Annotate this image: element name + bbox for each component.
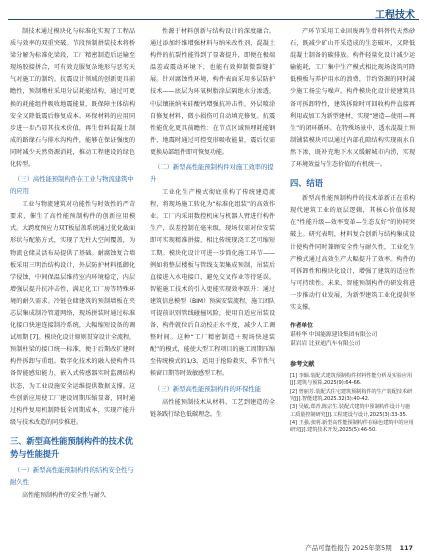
paragraph: 高性能预制构件的安全性与耐久: [22, 491, 106, 499]
text-column-2: [150, 26, 275, 421]
references-list: [290, 373, 415, 434]
header-rule: [8, 19, 419, 20]
reference-item: [2] 曾丽芳.装配式住宅建筑预制构件的生产装配技术研究[J].智能建筑,2025.32(3):40-42.: [290, 388, 413, 403]
reference-item: [1] 李颖.装配式建筑预制构件材料性能分析及实验应用[J].建筑与预算,2025(9):64-66.: [290, 373, 413, 387]
author-info: [290, 322, 415, 349]
paragraph: 产环节采用工业固废再生骨料替代天然砂石，既减少矿山开采造成的生态破坏，又降低混凝土制备的碳排放。构件轻量化设计减少运输能耗，工厂集中生产模式相比现场浇筑可降低模板与养护用水的浪费，节约资源的同时减少施工扬尘与噪声。构件模块化设计使建筑具备可拆卸特性，建筑拆除时可回收构件直接再利用或加工为新型建材，实现“建造—使用—再生”的闭环循环。在特殊场景中，透水混凝土预制铺装模块可以通过内部孔隙结构实现雨水自然下渗，既补充地下水又缓解城市内涝，实现了环境效益与生态价值的有机统一。: [290, 28, 415, 169]
page-number: 117: [399, 544, 413, 552]
paragraph: 制技术通过模块化与标准化实现了工程品质与效率的双重突破。节段预制拼装技术将桥梁分解为标准化梁段，工厂精密制造后运输至现场胶接拼合，可有效克服复杂地形与恶劣天气对施工的制约。抗震设计领域的创新更具前瞻性，预制墩柱采用分层耗能结构，通过可更换的耗能组件吸收地震能量，既保障主体结构安全又降低震后修复成本。环保材料的应用同步进一步凸显其技术价值，再生骨料混凝土制成的路缘石与排水沟构件，能够在保证强度的同时减少天然资源消耗，推动工程建设的绿色化转型。: [10, 28, 135, 169]
subsection-heading: （三）高性能预制构件在工业与物流建筑中的应用: [10, 175, 134, 196]
reference-item: [3] 吴敏,郑青,陈宗生.装配式建筑中预制构件设计与施工质量控制研究[J].工程建设与设计,2025(3):33-35.: [290, 404, 411, 418]
author-entry: 谌桂华 中国能源建设集团有限公司: [290, 332, 378, 339]
subsection-heading: （三）新型高性能预制构件的环保性能: [154, 384, 261, 393]
references-heading: 参考文献: [290, 361, 315, 369]
paragraph: 工业化生产模式彻底重构了传统建造流程，将现场施工转化为“标准化组装”的高效作业。工厂内采用数控机床与机器人臂进行构件生产，误差控制在毫米级，现场仅需对位安装即可实现精准拼接，相比传统现浇工艺可缩短工期。模块化设计可进一步简化施工环节——例如将整层楼板与管线支架集成预制，吊装后直接进入水电接口、避免交叉作业等待延误。智能施工技术的引入更能实现效率跃升：通过建筑信息模型（BIM）预演安装流程，施工团队可提前识别管线碰撞风险，使用自适应吊装设备，构件就位后自动校正水平度，减少人工调整时间。这种“工厂精密制造＋现场快速装配”的模式，能使大型工程项目的施工周期压缩至传统模式的1/3，适用于抢险救灾、季节性气候窗口期等时效敏感型工程。: [150, 189, 275, 378]
section-header-label: 工程技术: [375, 10, 415, 21]
subsection-heading: （一）新型高性能预制构件的结构安全性与耐久性: [10, 465, 134, 486]
page-footer: [305, 543, 413, 552]
section-heading: 四、结语: [290, 178, 323, 189]
author-entry: 谌岩岩 比亚迪汽车有限公司: [290, 341, 361, 348]
author-label: 作者单位: [290, 323, 313, 330]
section-heading: 三、新型高性能预制构件的技术优势与性能提升: [10, 435, 133, 459]
text-column-3: [290, 26, 415, 436]
paragraph: 工业与物流建筑对功能性与时效性的严苛要求，催生了高性能预制构件的创新应用模式。大跨度预应力双T板屋盖系统通过优化截面形状与配筋方式，实现了无柱大空间覆盖，为物流仓储灵活布局提供了基础。耐腐蚀复合墙板采用三明治结构设计，外层防护材料抵御化学侵蚀，中间保温层维持室内环境稳定，内层增强层提升抗冲击性，满足化工厂房等特殊环境的耐久需求。冷链仓储建筑的预制墙板在夹芯层集成制冷管道网络，现场拼装时通过标准化接口快速连接制冷系统，大幅缩短设备的调试周期 [7]。模块化设计原则贯穿设计全流程，预制柱梁的接口统一标准，便于后期改扩建时构件拆卸与重组。数字化技术的融入使构件具备智能感知能力，嵌入式传感器实时监测结构状态，为工业设施安全运维提供数据支撑。这些创新应用使工厂建设周期压缩显著，同时通过构件复用机制降低全周期成本，实现产能升级与技术改造的同步推进。: [10, 201, 135, 426]
paragraph: 新型高性能预制构件的技术革新正在重构现代建筑工业的底层逻辑，其核心价值体现在“性能升级—效率变革—生态友好”的协同突破上。研究表明，材料复合创新与结构集成设计使构件同时兼顾安全性与耐久性，工业化生产模式通过高效生产大幅提升了效率。构件的可拆卸性和模块化设计，增强了建筑的适应性与可持续性。未来，智能预制构件的研发将进一步推动行业发展，为新型建筑工业化提供坚实支撑。: [290, 195, 415, 311]
subsection-heading: （二）新型高性能预制构件对施工效率的提升: [150, 163, 274, 184]
text-column-1: [10, 26, 135, 502]
paragraph: 高性能预制技术从材料、工艺到建造的全链条践行绿色低碳理念。生: [150, 398, 275, 418]
reference-item: [4] 王强,张明.新型高性能预制构件在绿色建筑中的应用研究[J].建筑技术开发,2025(5):46-50.: [290, 419, 414, 434]
paragraph: 性源于材料创新与结构设计的深度融合。通过添加纤维增强材料与纳米改性剂，混凝土构件的抗裂性能得到了显著提升，即便在极端温差或震动环境下，也能有效抑制微裂缝扩展。针对腐蚀性环境，构件表面采用多层防护技术——底层为环氧树脂涂层隔绝水分渗透，中层镶嵌纳米硅酸钙增强抗冲击性，外层喷涂自修复材料，微小损伤可自动填充修复。抗震性能优化更具前瞻性：在节点区域预埋耗能钢件，地震时通过可控变形吸收能量，震后仅需更换局部组件即可恢复功能。: [150, 28, 275, 156]
journal-issue: 产品可靠性报告 2025年第5期: [305, 544, 392, 552]
